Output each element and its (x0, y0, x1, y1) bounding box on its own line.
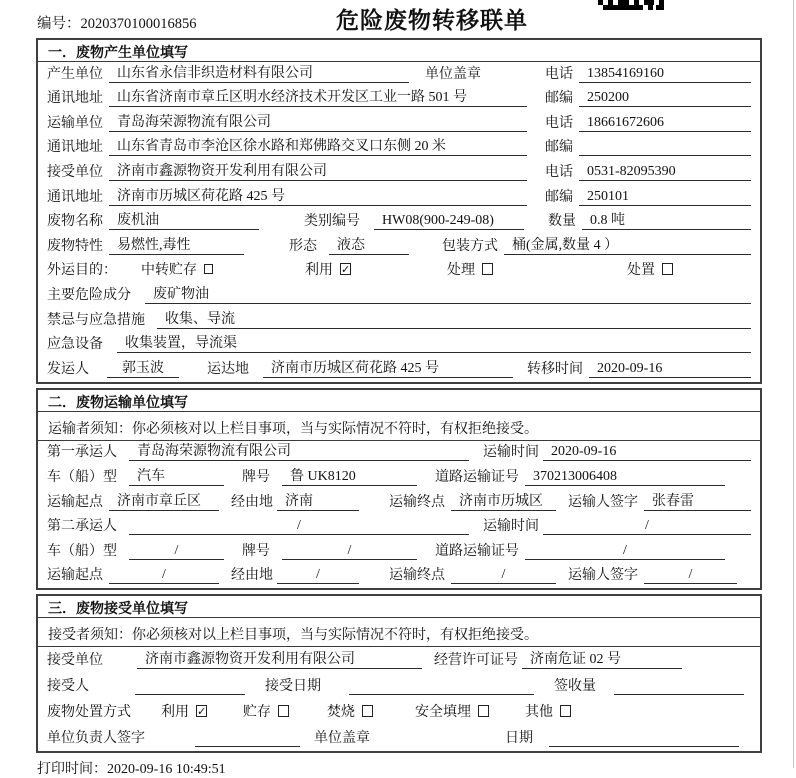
transporter-unit-value: 青岛海荣源物流有限公司 (109, 111, 527, 132)
receiver-unit-row (38, 160, 760, 185)
emergency-equipment-label: 应急设备 (47, 337, 103, 353)
form-label: 形态 (289, 238, 317, 254)
purpose-label: 外运目的： (47, 263, 117, 279)
carrier2-value: / (129, 518, 469, 535)
emergency-equipment-value: 收集装置，导流渠 (117, 333, 751, 354)
checkbox-disposal-recycle-icon: ✓ (197, 705, 207, 719)
transfer-time-label: 转移时间 (527, 361, 583, 377)
origin1-label: 运输起点 (47, 494, 103, 510)
disposal-option-recycle (161, 701, 207, 721)
plate2-label: 牌号 (242, 543, 270, 559)
producer-address-value: 山东省济南市章丘区明水经济技术开发区工业一路 501 号 (109, 87, 527, 108)
carrier2-label: 第二承运人 (47, 519, 117, 535)
disposal-method-row (38, 699, 760, 725)
permit1-value: 370213006408 (525, 469, 725, 486)
transporter-unit-row (38, 111, 760, 136)
form-value: 液态 (329, 234, 409, 255)
sign1-label: 运输人签字 (568, 494, 638, 510)
receiver-post-label: 邮编 (545, 189, 573, 205)
carrier1-label: 第一承运人 (47, 445, 117, 461)
received-qty-label: 签收量 (554, 679, 596, 695)
transporter-post-label: 邮编 (545, 140, 573, 156)
purpose-option-treat (447, 259, 493, 279)
section-receiver-title: 三．废物接受单位填写 (38, 596, 760, 618)
section-receiver (36, 594, 762, 753)
taboo-measures-value: 收集、导流 (157, 308, 751, 329)
route1-row (38, 490, 760, 515)
permit1-label: 道路运输证号 (435, 469, 519, 485)
origin1-value: 济南市章丘区 (109, 490, 219, 511)
acceptor-label: 接受人 (47, 679, 89, 695)
date-label: 日期 (505, 731, 533, 747)
receiving-unit-value: 济南市鑫源物资开发利用有限公司 (137, 648, 422, 669)
via2-value: / (277, 567, 359, 584)
via1-label: 经由地 (231, 494, 273, 510)
category-label: 类别编号 (304, 214, 360, 230)
purpose-option-dispose (627, 259, 673, 279)
checkbox-treat-icon (482, 263, 493, 275)
section-producer (36, 38, 762, 384)
vehicle1-label: 车（船）型 (47, 469, 117, 485)
destination-label: 运达地 (207, 361, 249, 377)
hazard-component-label: 主要危险成分 (47, 287, 131, 303)
receiver-tel-value: 0531-82095390 (579, 164, 751, 181)
form-number (37, 12, 197, 33)
section-transporter (36, 388, 762, 591)
purpose-option-recycle (305, 259, 351, 279)
shipper-label: 发运人 (47, 361, 89, 377)
sign2-value: / (644, 567, 737, 584)
receiver-notice: 接受者须知：你必须核对以上栏目事项，当与实际情况不符时，有权拒绝接受。 (38, 618, 760, 647)
producer-seal-label: 单位盖章 (425, 66, 481, 82)
transport-time1-value: 2020-09-16 (543, 444, 751, 461)
checkbox-recycle-icon: ✓ (341, 263, 351, 277)
origin2-value: / (109, 567, 219, 584)
receiver-address-label: 通讯地址 (47, 189, 103, 205)
destination-value: 济南市历城区荷花路 425 号 (263, 357, 513, 378)
receiver-address-row (38, 185, 760, 210)
receiver-unit-label: 接受单位 (47, 164, 103, 180)
receiver-unit-value: 济南市鑫源物资开发利用有限公司 (109, 160, 527, 181)
receiving-unit-row (38, 647, 760, 673)
producer-unit-value: 山东省永信非织造材料有限公司 (109, 62, 409, 83)
producer-address-label: 通讯地址 (47, 91, 103, 107)
print-time-value: 2020-09-16 10:49:51 (107, 762, 226, 778)
transfer-time-value: 2020-09-16 (589, 361, 751, 378)
receiver-tel-label: 电话 (545, 164, 573, 180)
section-transporter-title: 二．废物运输单位填写 (38, 390, 760, 412)
carrier1-row (38, 441, 760, 466)
transporter-address-value: 山东省青岛市李沧区徐水路和郑佛路交叉口东侧 20 米 (109, 136, 527, 157)
waste-character-label: 废物特性 (47, 238, 103, 254)
end2-label: 运输终点 (389, 568, 445, 584)
taboo-measures-label: 禁忌与应急措施 (47, 312, 145, 328)
license-label: 经营许可证号 (434, 653, 518, 669)
accept-date-value (349, 694, 534, 695)
transporter-tel-value: 18661672606 (579, 115, 751, 132)
receiver-post-value: 250101 (579, 189, 751, 206)
hazard-component-row (38, 283, 760, 308)
purpose-option-recycle-label: 利用 (305, 263, 333, 279)
vehicle2-label: 车（船）型 (47, 543, 117, 559)
producer-address-row (38, 87, 760, 112)
disposal-option-other (525, 701, 571, 721)
transport-time2-value: / (543, 518, 751, 535)
checkbox-disposal-landfill-icon (478, 705, 489, 717)
producer-tel-value: 13854169160 (579, 66, 751, 83)
origin2-label: 运输起点 (47, 568, 103, 584)
vehicle2-row (38, 539, 760, 564)
checkbox-disposal-incinerate-icon (362, 705, 373, 717)
producer-post-label: 邮编 (545, 91, 573, 107)
acceptor-value (135, 694, 245, 695)
license-value: 济南危证 02 号 (522, 648, 682, 669)
shipper-row (38, 357, 760, 382)
purpose-option-transfer-label: 中转贮存 (141, 263, 197, 279)
taboo-measures-row (38, 308, 760, 333)
transport-time2-label: 运输时间 (483, 519, 539, 535)
transporter-notice: 运输者须知：你必须核对以上栏目事项，当与实际情况不符时，有权拒绝接受。 (38, 412, 760, 441)
packing-label: 包装方式 (442, 238, 498, 254)
checkbox-disposal-store-icon (278, 705, 289, 717)
producer-post-value: 250200 (579, 90, 751, 107)
transporter-post-value (579, 155, 751, 156)
transporter-address-row (38, 136, 760, 161)
quantity-value: 0.8 吨 (582, 210, 751, 231)
disposal-option-landfill (415, 701, 489, 721)
head-signature-value (195, 746, 300, 747)
checkbox-dispose-icon (662, 263, 673, 275)
head-signature-label: 单位负责人签字 (47, 731, 145, 747)
accept-date-label: 接受日期 (265, 679, 321, 695)
carrier2-row (38, 515, 760, 540)
transporter-tel-label: 电话 (545, 115, 573, 131)
end1-label: 运输终点 (389, 494, 445, 510)
transport-time1-label: 运输时间 (483, 445, 539, 461)
waste-character-value: 易燃性,毒性 (109, 234, 244, 255)
purpose-option-treat-label: 处理 (447, 263, 475, 279)
via2-label: 经由地 (231, 568, 273, 584)
end2-value: / (451, 567, 556, 584)
packing-value: 桶(金属,数量 4 ） (504, 234, 751, 255)
end1-value: 济南市历城区 (451, 490, 556, 511)
vehicle1-row (38, 465, 760, 490)
page-title: 危险废物转移联单 (336, 7, 528, 33)
disposal-option-recycle-label: 利用 (161, 705, 189, 721)
document-header (0, 0, 796, 38)
shipper-value: 郭玉波 (107, 357, 179, 378)
producer-tel-label: 电话 (545, 66, 573, 82)
disposal-option-store (243, 701, 289, 721)
permit2-label: 道路运输证号 (435, 543, 519, 559)
producer-unit-row (38, 62, 760, 87)
waste-character-row (38, 234, 760, 259)
purpose-option-transfer (141, 259, 213, 279)
transporter-unit-label: 运输单位 (47, 115, 103, 131)
date-value (549, 746, 739, 747)
unit-seal-label: 单位盖章 (314, 731, 370, 747)
disposal-option-landfill-label: 安全填埋 (415, 705, 471, 721)
form-number-label: 编号： (37, 16, 81, 32)
head-signature-row (38, 725, 760, 751)
carrier1-value: 青岛海荣源物流有限公司 (129, 441, 469, 462)
plate1-value: 鲁 UK8120 (282, 465, 417, 486)
hazard-component-value: 废矿物油 (145, 283, 751, 304)
received-qty-value (614, 694, 744, 695)
form-number-value: 2020370100016856 (80, 16, 197, 32)
sign2-label: 运输人签字 (568, 568, 638, 584)
waste-name-value: 废机油 (109, 210, 259, 231)
vehicle2-value: / (129, 543, 224, 560)
disposal-method-label: 废物处置方式 (47, 705, 131, 721)
quantity-label: 数量 (548, 214, 576, 230)
transporter-address-label: 通讯地址 (47, 140, 103, 156)
print-time-label: 打印时间： (37, 762, 107, 778)
route2-row (38, 564, 760, 589)
acceptor-row (38, 673, 760, 699)
receiver-address-value: 济南市历城区荷花路 425 号 (109, 185, 527, 206)
disposal-option-store-label: 贮存 (243, 705, 271, 721)
disposal-option-incinerate (327, 701, 373, 721)
plate2-value: / (282, 543, 417, 560)
checkbox-transfer-storage-icon (204, 264, 213, 274)
section-producer-title: 一．废物产生单位填写 (38, 40, 760, 62)
qr-code-fragment (598, 0, 664, 11)
vehicle1-value: 汽车 (129, 465, 224, 486)
print-time-line (37, 758, 796, 778)
waste-name-label: 废物名称 (47, 214, 103, 230)
emergency-equipment-row (38, 333, 760, 358)
via1-value: 济南 (277, 490, 359, 511)
purpose-option-dispose-label: 处置 (627, 263, 655, 279)
category-value: HW08(900-249-08) (374, 213, 524, 230)
disposal-option-other-label: 其他 (525, 705, 553, 721)
disposal-option-incinerate-label: 焚烧 (327, 705, 355, 721)
plate1-label: 牌号 (242, 469, 270, 485)
permit2-value: / (525, 543, 725, 560)
producer-unit-label: 产生单位 (47, 66, 103, 82)
page-edge-line (793, 0, 794, 768)
waste-name-row (38, 210, 760, 235)
checkbox-disposal-other-icon (560, 705, 571, 717)
purpose-row (38, 259, 760, 284)
receiving-unit-label: 接受单位 (47, 653, 103, 669)
sign1-value: 张春雷 (644, 490, 751, 511)
